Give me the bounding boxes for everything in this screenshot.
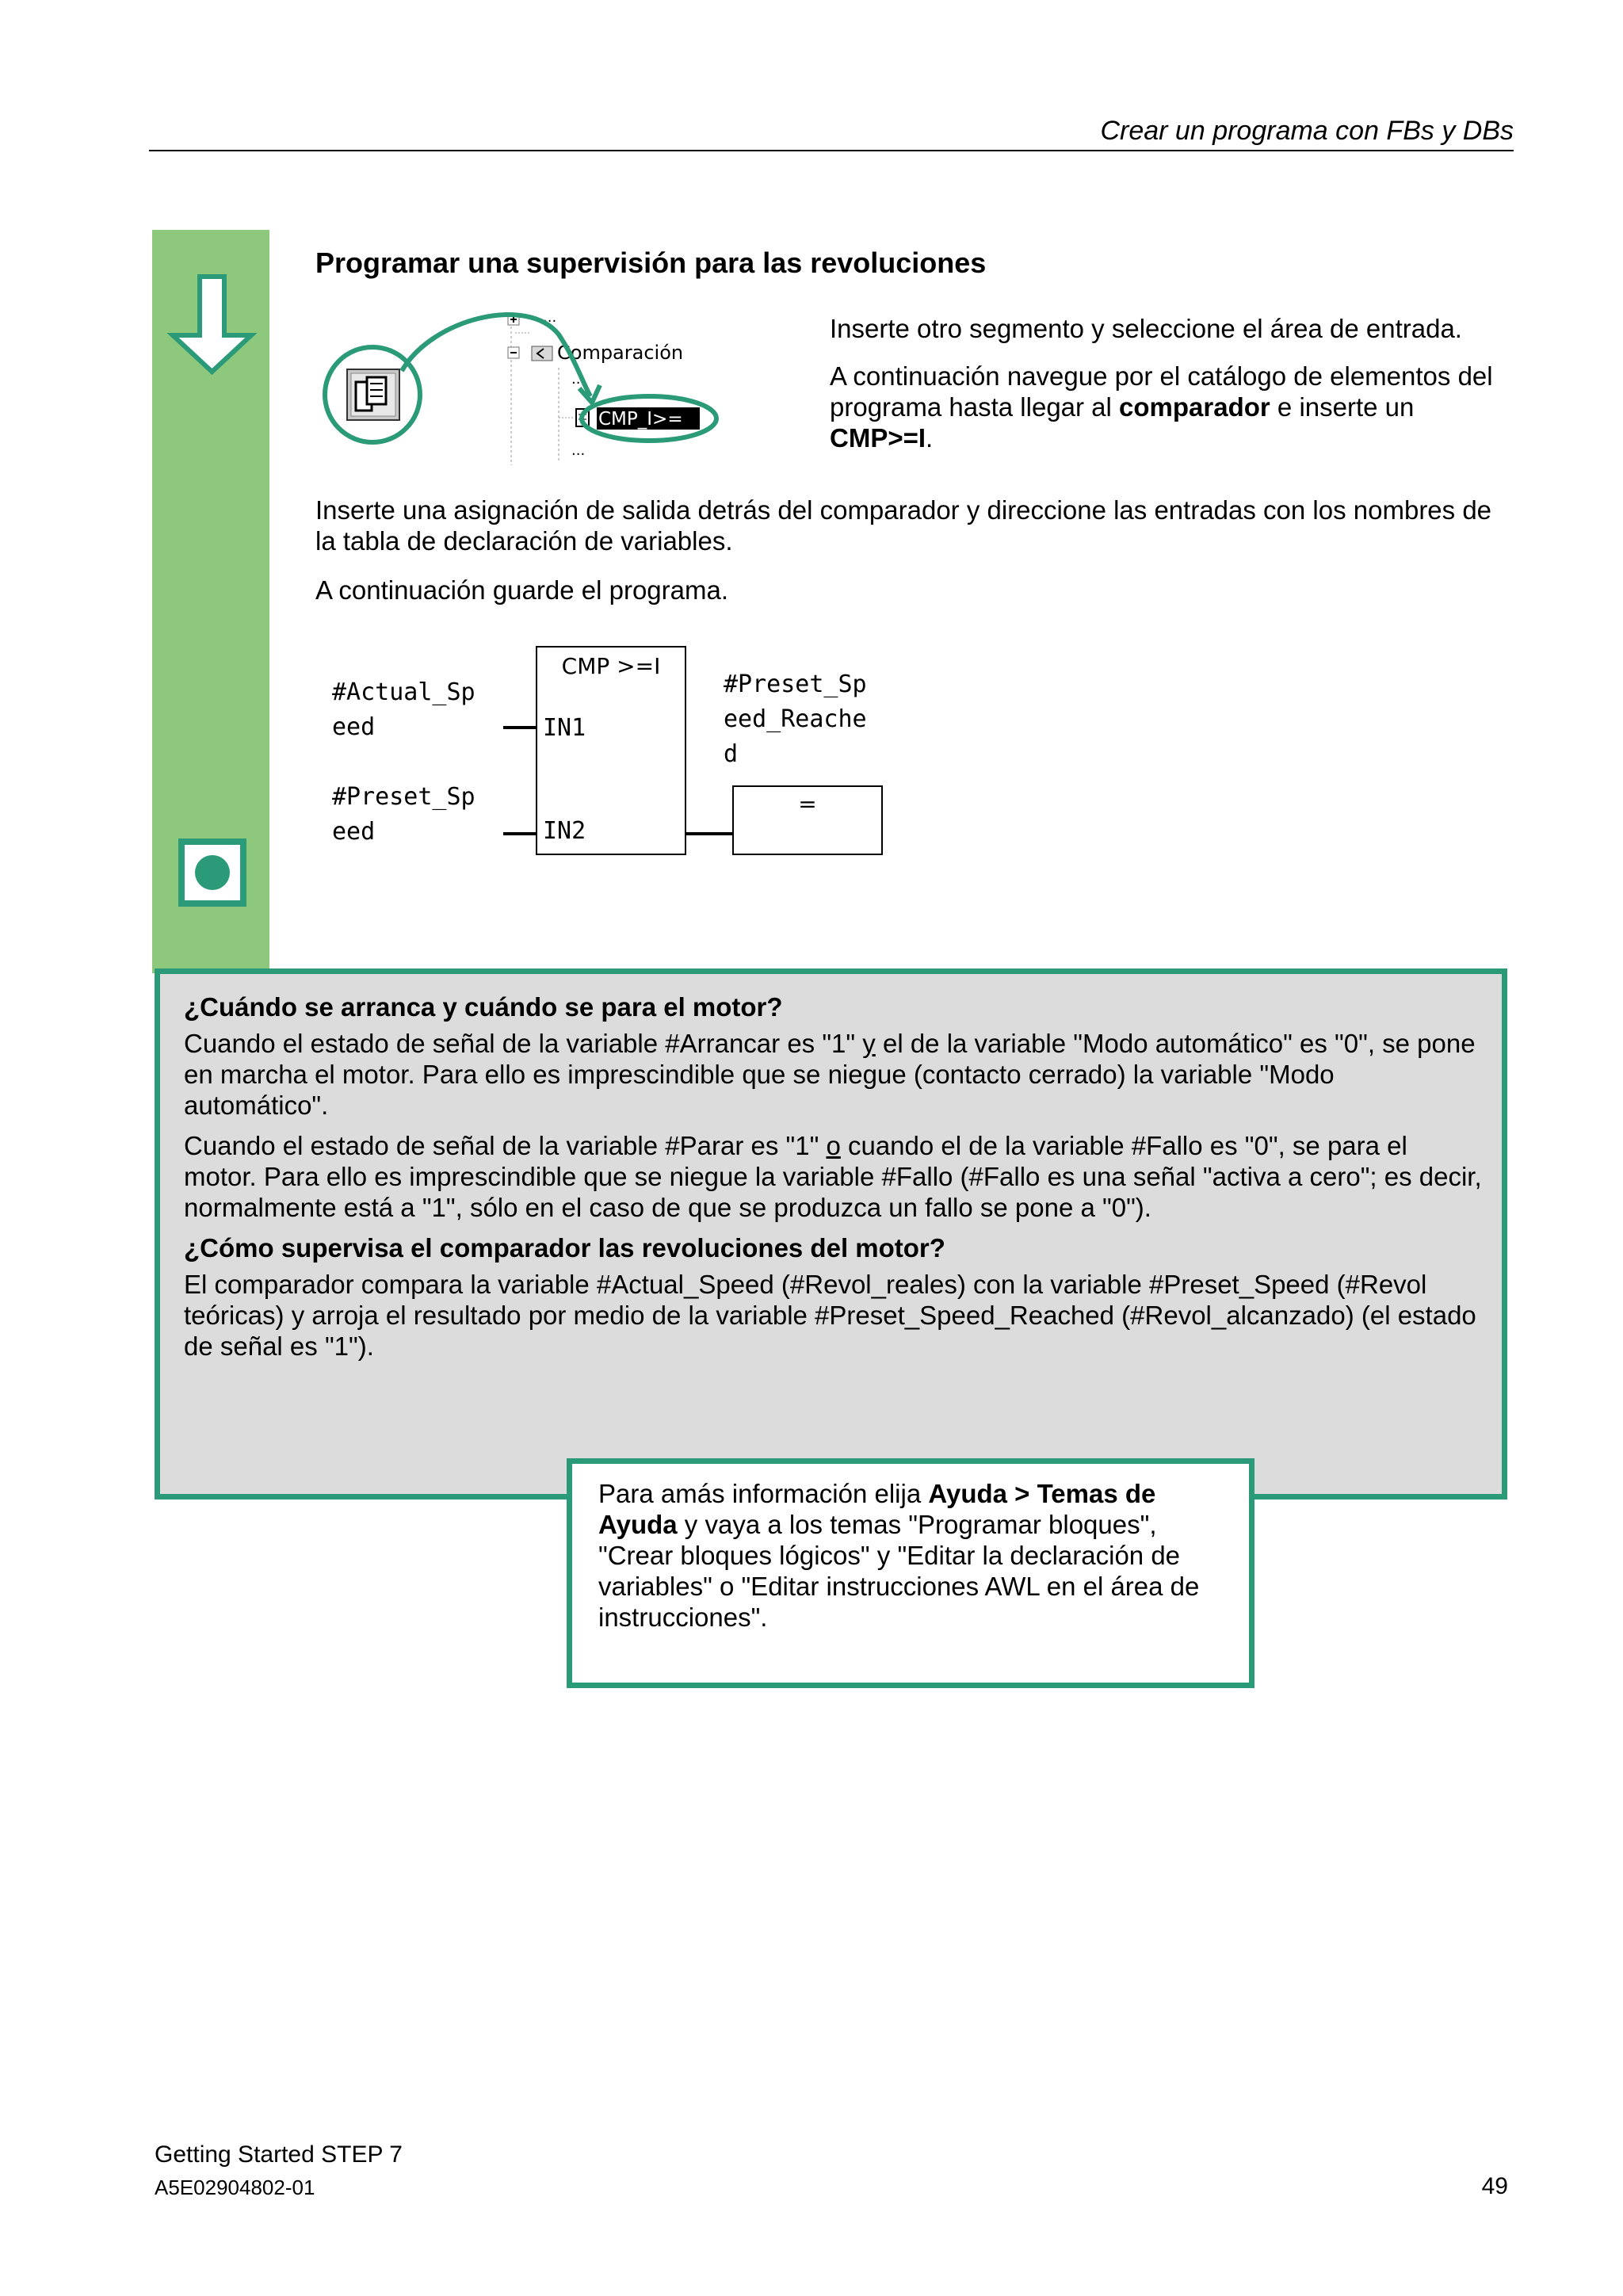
in1-variable: #Actual_Sp bbox=[332, 678, 475, 706]
answer-motor-stop: Cuando el estado de señal de la variable #Parar es "1" o cuando el de la variable #Fallo es "0", se para el motor. Para ello es imprescindible que se niegue la variable #Fallo (#Fallo es una señal "activa a cero"; es decir, normalmente está a "1", sólo en el caso de que se produzca un fallo se pone a "0"). bbox=[184, 1131, 1482, 1222]
cmp-block-title: CMP >=I bbox=[561, 653, 661, 679]
comparator-term: comparador bbox=[1119, 392, 1270, 422]
footer-doc-number: A5E02904802-01 bbox=[155, 2176, 315, 2199]
running-header-title: Crear un programa con FBs y DBs bbox=[1100, 116, 1514, 146]
question-motor-start-stop: ¿Cuándo se arranca y cuándo se para el motor? bbox=[184, 992, 783, 1022]
program-elements-icon[interactable] bbox=[347, 369, 399, 420]
page-number: 49 bbox=[1481, 2173, 1508, 2199]
catalog-illustration bbox=[321, 303, 765, 465]
tree-ellipsis: ... bbox=[571, 442, 586, 459]
header-rule bbox=[149, 150, 1514, 151]
collapse-minus-icon[interactable] bbox=[508, 347, 519, 358]
in2-variable: #Preset_Sp bbox=[332, 783, 475, 811]
pin-in2: IN2 bbox=[543, 817, 586, 845]
question-comparator: ¿Cómo supervisa el comparador las revoluciones del motor? bbox=[184, 1233, 945, 1263]
help-note-text: Para amás información elija Ayuda > Temas de Ayuda y vaya a los temas "Programar bloques", "Crear bloques lógicos" y "Editar la declaración de variables" o "Editar instrucciones AWL en el área de instrucciones". bbox=[598, 1479, 1200, 1632]
step-title: Programar una supervisión para las revoluciones bbox=[315, 246, 987, 279]
instruction-navigate-catalog: A continuación navegue por el catálogo de elementos del programa hasta llegar al comparador e inserte un CMP>=I. bbox=[830, 361, 1493, 453]
folder-icon bbox=[532, 346, 552, 361]
instruction-insert-segment: Inserte otro segmento y seleccione el área de entrada. bbox=[830, 314, 1462, 343]
instruction-assign-output: Inserte una asignación de salida detrás del comparador y direccione las entradas con los nombres de la tabla de declaración de variables. bbox=[315, 495, 1492, 556]
coil-label: = bbox=[798, 791, 817, 817]
instruction-save: A continuación guarde el programa. bbox=[315, 575, 729, 605]
output-variable: d bbox=[724, 740, 739, 768]
help-menu-path: Ayuda > Temas de Ayuda bbox=[598, 1479, 1156, 1539]
output-variable: #Preset_Sp bbox=[724, 670, 867, 698]
answer-motor-start: Cuando el estado de señal de la variable #Arrancar es "1" y el de la variable "Modo automático" es "0", se pone en marcha el motor. Para ello es imprescindible que se niegue (contacto cerrado) la variable "Modo automático". bbox=[184, 1029, 1476, 1120]
info-box bbox=[155, 968, 1507, 1499]
stop-icon bbox=[178, 839, 246, 907]
in1-variable: eed bbox=[332, 713, 376, 741]
answer-comparator: El comparador compara la variable #Actual_Speed (#Revol_reales) con la variable #Preset_Speed (#Revol teóricas) y arroja el resultado por medio de la variable #Preset_Speed_Reached (#Revol_alcanzado) (el estado de señal es "1"). bbox=[184, 1270, 1476, 1361]
down-arrow-icon bbox=[166, 273, 258, 376]
tree-ellipsis: ... bbox=[571, 371, 586, 388]
help-note-box bbox=[567, 1458, 1254, 1688]
pin-in1: IN1 bbox=[543, 714, 586, 742]
cmp-term: CMP>=I bbox=[830, 423, 926, 453]
footer-doc-title: Getting Started STEP 7 bbox=[155, 2141, 403, 2168]
tree-ellipsis: ... bbox=[543, 309, 557, 326]
in2-variable: eed bbox=[332, 818, 376, 846]
output-variable: eed_Reache bbox=[724, 705, 867, 733]
fbd-comparator-diagram bbox=[321, 634, 923, 872]
catalog-folder-label[interactable]: Comparación bbox=[557, 342, 684, 364]
catalog-item-label: CMP_I>= bbox=[598, 409, 683, 430]
